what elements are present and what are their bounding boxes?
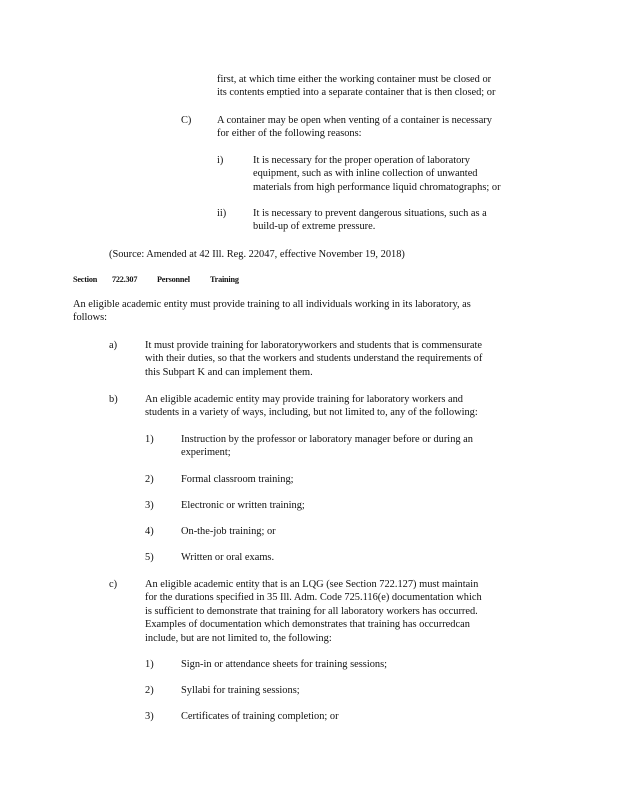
section-number: 722.307 [112, 275, 138, 284]
item-b-label: b) [109, 394, 118, 405]
item-a-text: It must provide training for laboratoryworkers and students that is commensurate with their duties, so that the workers and students understand the requirements of this Subpart K and can implement them. [145, 340, 483, 378]
item-b-3-label: 3) [145, 500, 154, 511]
item-c-1-label: 1) [145, 659, 154, 670]
item-c-3-text: Certificates of training completion; or [181, 711, 339, 722]
source-note: (Source: Amended at 42 Ill. Reg. 22047, effective November 19, 2018) [109, 249, 405, 260]
item-a-label: a) [109, 340, 118, 351]
item-b-2-label: 2) [145, 474, 154, 485]
item-b-4-text: On-the-job training; or [181, 526, 276, 537]
item-b-text: An eligible academic entity may provide training for laboratory workers and students in a variety of ways, including, but not limited to, any of the following: [145, 394, 478, 419]
item-c-2-label: 2) [145, 685, 154, 696]
item-c-ii-text: It is necessary to prevent dangerous situations, such as a build-up of extreme pressure. [253, 208, 487, 233]
item-c-lower-text: An eligible academic entity that is an LQG (see Section 722.127) must maintain for the durations specified in 35 Ill. Adm. Code 725.116(e) documentation which is sufficient to demonstrate that training for all laboratory workers has occurred. Examples of documentation which demonstrates that training has occurredcan include, but are not limited to, the following: [145, 579, 482, 644]
item-c-ii-label: ii) [217, 208, 227, 219]
section-title-word-2: Training [210, 275, 239, 284]
item-b-5-text: Written or oral exams. [181, 552, 275, 563]
item-c-i-label: i) [217, 155, 224, 166]
section-intro: An eligible academic entity must provide training to all individuals working in its laboratory, as follows: [73, 299, 471, 324]
continuation-text: first, at which time either the working container must be closed or its contents emptied into a separate container that is then closed; or [217, 74, 496, 99]
item-b-2-text: Formal classroom training; [181, 474, 294, 485]
item-c-lower-label: c) [109, 579, 118, 590]
item-c-i-text: It is necessary for the proper operation of laboratory equipment, such as with inline collection of unwanted materials from high performance liquid chromatographs; or [253, 155, 501, 193]
section-label: Section [73, 275, 98, 284]
item-c-label: C) [181, 115, 192, 126]
item-b-4-label: 4) [145, 526, 154, 537]
item-c-2-text: Syllabi for training sessions; [181, 685, 300, 696]
item-c-3-label: 3) [145, 711, 154, 722]
section-title-word-1: Personnel [157, 275, 190, 284]
item-b-1-text: Instruction by the professor or laboratory manager before or during an experiment; [181, 434, 473, 459]
item-b-3-text: Electronic or written training; [181, 500, 305, 511]
item-b-5-label: 5) [145, 552, 154, 563]
item-c-text: A container may be open when venting of a container is necessary for either of the following reasons: [217, 115, 492, 140]
item-c-1-text: Sign-in or attendance sheets for training sessions; [181, 659, 388, 670]
item-b-1-label: 1) [145, 434, 154, 445]
